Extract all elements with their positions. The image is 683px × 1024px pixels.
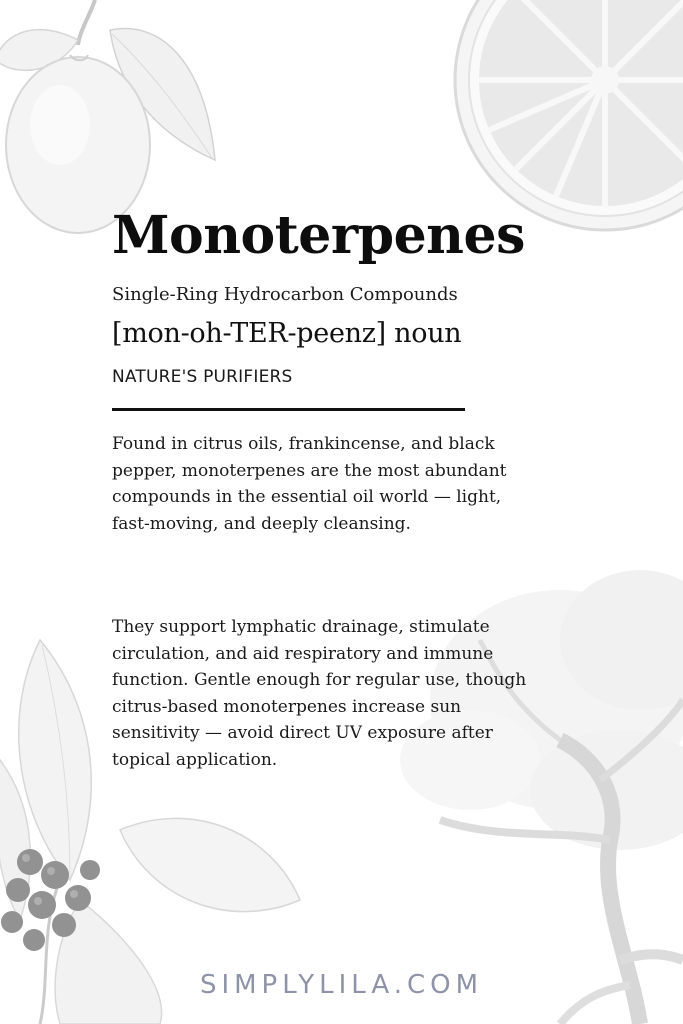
site-url[interactable]: SIMPLYLILA.COM — [199, 970, 484, 1000]
pronunciation: [mon-oh-TER-peenz] noun — [112, 318, 462, 349]
lemon-illustration — [0, 0, 215, 233]
subtitle: Single-Ring Hydrocarbon Compounds — [112, 284, 458, 305]
page-title: Monoterpenes — [112, 205, 525, 266]
divider — [112, 408, 465, 411]
description-paragraph-1: Found in citrus oils, frankincense, and black pepper, monoterpenes are the most abundant compounds in the essential oil world — light, fast-moving, and deeply cleansing. — [112, 434, 507, 534]
tagline: NATURE'S PURIFIERS — [112, 367, 293, 387]
orange-slice-illustration — [455, 0, 683, 230]
description-paragraph-2: They support lymphatic drainage, stimulate circulation, and aid respiratory and immune function. Gentle enough for regular use, though citrus-based monoterpenes increase sun sensitivity — avoid direct UV exposure after topical application. — [112, 617, 527, 770]
